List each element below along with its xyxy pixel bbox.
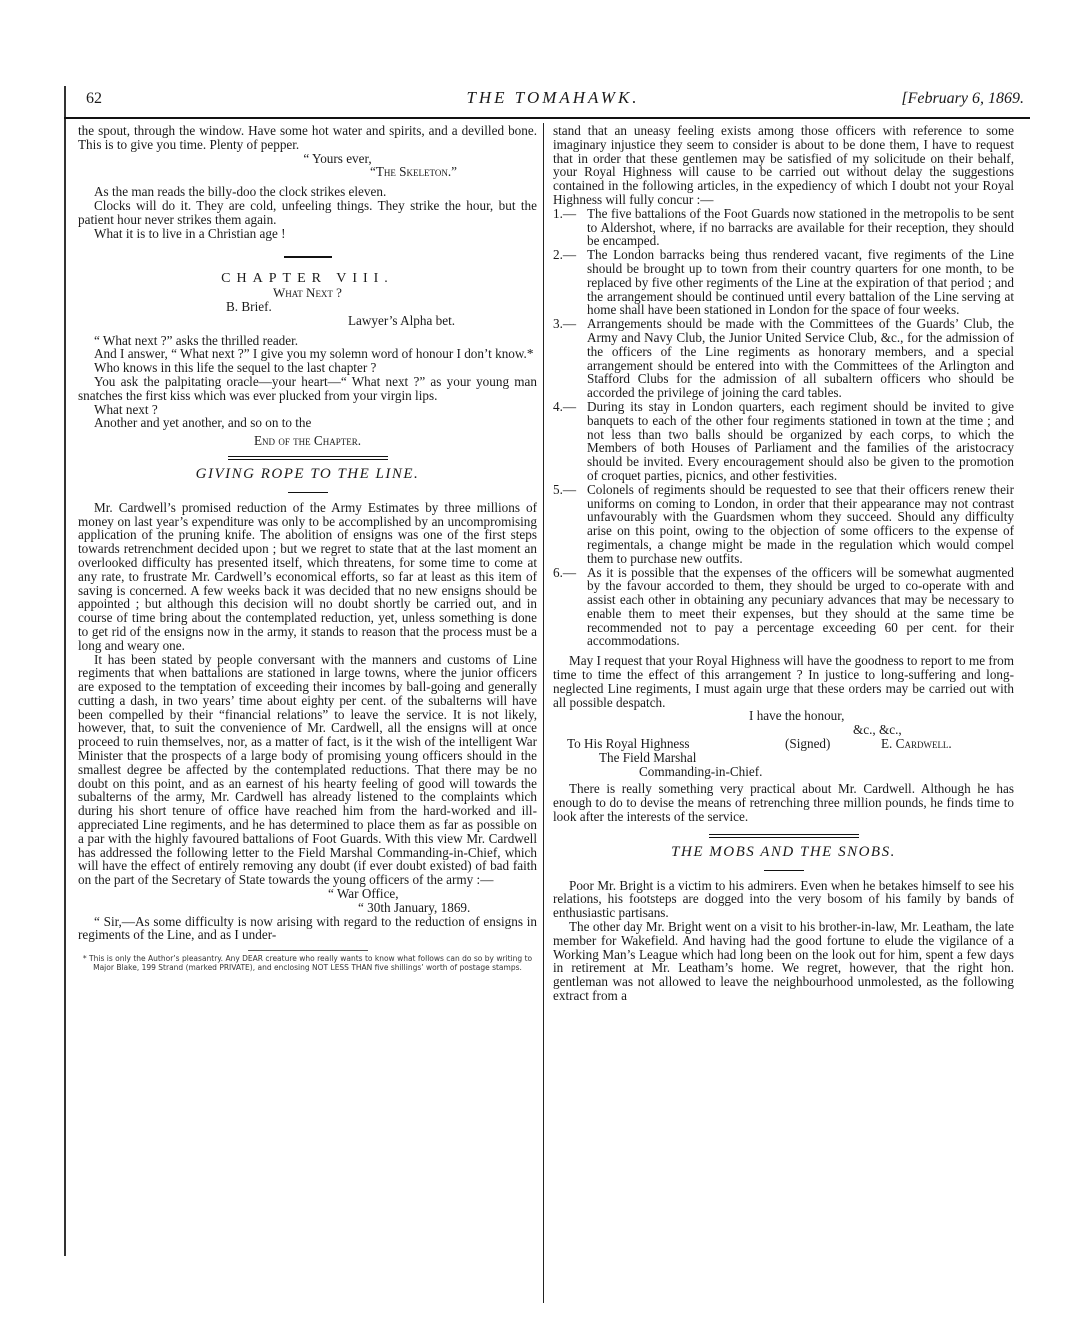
signatory: E. Cardwell. xyxy=(881,736,952,752)
article-item xyxy=(553,248,1014,317)
paragraph: And I answer, “ What next ?” I give you my solemn word of honour I don’t know.* xyxy=(94,346,534,362)
article-item xyxy=(553,400,1014,483)
paragraph: stand that an uneasy feeling exists among those officers with reference to some imaginary injustice they seem to consider is about to be done them, I have to request that in order that these gentlemen may be satisfied of my solicitude on their behalf, your Royal Highness will cause to be carried out without delay the suggestions contained in the following articles, in the expediency of which I doubt not your Royal Highness will fully concur :— xyxy=(553,123,1014,207)
paragraph: There is really something very practical about Mr. Cardwell. Although he has enough to do to devise the means of retrenching three million pounds, he finds time to look after the interests of the service. xyxy=(553,781,1014,825)
article-text: Arrangements should be made with the Committees of the Guards’ Club, the Army and Navy Club, the Junior United Service Club, &c., for the admission of the officers of the Line regiments as honorary members, and a special arrangement should be entered into with the Committees of the Arlington and Stafford Clubs for the admission of all subaltern officers who should be accorded the privilege of joining the card tables. xyxy=(587,316,1014,401)
section-double-rule xyxy=(709,834,859,838)
paragraph: the spout, through the window. Have some hot water and spirits, and a devilled bone. This is to give you time. Plenty of pepper. xyxy=(78,123,537,152)
issue-date: [February 6, 1869. xyxy=(901,90,1024,107)
paragraph: Mr. Cardwell’s promised reduction of the Army Estimates by three millions of money on last year’s expenditure was only to be accomplished by an uncompromising application of the pruning knife. The abolition of ensigns was one of the first steps towards retrenchment decided upon ; but we regret to state that at the last moment an overlooked difficulty has presented itself, which threatens, for some time to come at any rate, to frustrate Mr. Cardwell’s economical efforts, so far at least as this item of saving is concerned. A few weeks back it was decided that no new ensigns should be appointed ; but although this decision will no doubt shortly be carried out, and in course of time bring about the contemplated reduction, yet, unless something is done to get rid of the ensigns now in the army, it stands to reason that the process must be a long and weary one. xyxy=(78,499,537,653)
signature-line xyxy=(553,737,1014,751)
paragraph: “ Sir,—As some difficulty is now arising with regard to the reduction of ensigns in regiments of the Line, and as I under- xyxy=(78,913,537,943)
paragraph: You ask the palpitating oracle—your heart—“ What next ?” as your young man snatches the first kiss which was ever plucked from your virgin lips. xyxy=(78,373,537,403)
paragraph: Who knows in this life the sequel to the last chapter ? xyxy=(94,360,377,376)
article-number: 4.— xyxy=(553,398,577,414)
letter-signature: “The Skeleton.” xyxy=(369,164,457,180)
paragraph: It has been stated by people conversant with the manners and customs of Line regiments that when battalions are stationed in large towns, where the junior officers are exposed to the temptation of exceeding their incomes by ball-going and generally cutting a dash, in two years’ time about eighty per cent. of the subalterns will have been compelled by their “financial relations” to leave the service. It is not likely, however, that, to suit the convenience of Mr. Cardwell, all the ensigns will at once proceed to ruin themselves, nor, as a matter of fact, is it the wish of the intelligent War Minister that the prospects of a large body of promising young officers should in the smallest degree be affected by the contemplated reductions. That there may be no doubt on this point, and as an earnest of his hearty feeling of good will towards the subalterns of the army, Mr. Cardwell has already listened to the complaints which during his short tenure of office have reached him from the hard-worked and ill-appreciated Line regiments, and he has determined to place them as far as possible on a par with the highly favoured battalions of Foot Guards. With this view Mr. Cardwell has addressed the following letter to the Field Marshal Commanding-in-Chief, which will have the effect of entirely removing any doubt (if ever doubt existed) of bad faith on the part of the Secretary of State towards the young officers of the army :— xyxy=(78,651,537,888)
paragraph: Poor Mr. Bright is a victim to his admirers. Even when he betakes himself to see his relations, his footsteps are dogged into the very bosom of his family by bands of enthusiastic partisans. xyxy=(553,877,1014,921)
paragraph: The other day Mr. Bright went on a visit to his brother-in-law, Mr. Leatham, the late member for Wakefield. And having had the good fortune to elude the vigilance of a Working Man’s League which had long been on the look out for him, spent a few days in retirement at Mr. Leatham’s home. We regret, however, that the right hon. gentleman was not allowed to leave the neighbourhood unmolested, as the following extract from a xyxy=(553,919,1014,1004)
signed-mark: (Signed) xyxy=(785,736,831,752)
footnote-rule xyxy=(248,950,368,951)
paragraph: What next ? xyxy=(94,401,158,417)
letter-closing: I have the honour, xyxy=(749,708,845,724)
article-text: Colonels of regiments should be requested to see that their officers renew their uniforms on coming to London, in order that their appearance may not contrast unfavourably with the Guardsmen whom they succeed. Should any difficulty arise on this point, owing to the objection of some officers to the expense of regimentals, a change might be made in the regulation which would compel them to purchase new outfits. xyxy=(587,481,1014,566)
article-title: THE MOBS AND THE SNOBS. xyxy=(671,843,896,860)
addressee: To His Royal Highness xyxy=(567,736,690,752)
paragraph: As the man reads the billy-doo the clock strikes eleven. xyxy=(94,184,387,200)
article-item xyxy=(553,483,1014,566)
title-rule xyxy=(288,492,328,493)
addressee-title: Commanding-in-Chief. xyxy=(639,763,763,779)
chapter-subtitle: What Next ? xyxy=(273,285,342,301)
section-rule xyxy=(284,256,332,258)
paragraph: Clocks will do it. They are cold, unfeeling things. They strike the hour, but the patient hour never strikes them again. xyxy=(78,197,537,227)
article-text: As it is possible that the expenses of the officers will be somewhat augmented by the favour accorded to them, they should be urged to co-operate with and assist each other in obtaining any pecuniary advances that may be necessary to enable them to meet their expenses, but they should at the same time be recommended not to pay a percentage exceeding 60 per cent. for their accommodations. xyxy=(587,564,1014,649)
article-text: The five battalions of the Foot Guards now stationed in the metropolis to be sent to Aldershot, where, if no barracks are available for their reception, they should be encamped. xyxy=(587,205,1014,249)
letter-articles xyxy=(553,207,1014,649)
paragraph: “ What next ?” asks the thrilled reader. xyxy=(94,332,299,348)
article-item xyxy=(553,207,1014,248)
letter-closing: “ Yours ever, xyxy=(303,150,372,166)
article-number: 5.— xyxy=(553,481,577,497)
chapter-heading: CHAPTER VIII. xyxy=(221,271,394,287)
article-text: The London barracks being thus rendered vacant, five regiments of the Line should be brought up to town from their country quarters for one month, to be replaced by five other regiments of the Line at the expiration of that period ; and the arrangement should be continued until every battalion of the Line serving at home shall have been stationed in London for the space of four weeks. xyxy=(587,247,1014,318)
article-number: 3.— xyxy=(553,316,577,332)
section-double-rule xyxy=(228,456,388,460)
addressee-title: The Field Marshal xyxy=(599,749,697,765)
article-number: 1.— xyxy=(553,205,577,221)
header-rule xyxy=(64,117,1030,119)
article-title: GIVING ROPE TO THE LINE. xyxy=(195,465,420,482)
letter-etc: &c., &c., xyxy=(853,722,902,738)
article-item xyxy=(553,317,1014,400)
paragraph: What it is to live in a Christian age ! xyxy=(94,225,286,241)
article-number: 2.— xyxy=(553,247,577,263)
paragraph: Another and yet another, and so on to the xyxy=(94,415,312,431)
letter-address: “ War Office, xyxy=(328,886,399,902)
end-of-chapter: End of the Chapter. xyxy=(253,433,362,449)
left-column xyxy=(78,124,537,972)
page-header xyxy=(78,86,1028,114)
page-number: 62 xyxy=(86,90,102,107)
paragraph: May I request that your Royal Highness will have the goodness to report to me from time to time the effect of this arrangement ? In justice to long-suffering and long-neglected Line regiments, I must again urge that these orders may be carried out with all possible despatch. xyxy=(553,653,1014,710)
footnote: * This is only the Author’s pleasantry. Any DEAR creature who really wants to know what follows can do so by writing to Major Blake, 199 Strand (marked PRIVATE), and enclosing NOT LESS THAN five shillings’ worth of postage stamps. xyxy=(82,954,533,972)
article-number: 6.— xyxy=(553,564,577,580)
article-text: During its stay in London quarters, each regiment should be invited to give banquets to each of the other four regiments stationed in town at the time ; and not less than two balls should be organized by each corps, to which the Members of both Houses of Parliament and the families of the aristocracy should be invited. Every encouragement should also be given to the promotion of croquet parties, picnics, and other festivities. xyxy=(587,398,1014,483)
title-rule xyxy=(764,870,804,871)
chapter-motto-attribution: Lawyer’s Alpha bet. xyxy=(348,312,456,328)
page-edge-rule xyxy=(64,86,66,1256)
masthead-title: THE TOMAHAWK. xyxy=(466,88,640,107)
letter-date: “ 30th January, 1869. xyxy=(358,899,471,915)
right-column xyxy=(553,124,1014,1003)
chapter-motto: B. Brief. xyxy=(226,298,272,314)
article-item xyxy=(553,566,1014,649)
column-divider xyxy=(543,123,544,1303)
